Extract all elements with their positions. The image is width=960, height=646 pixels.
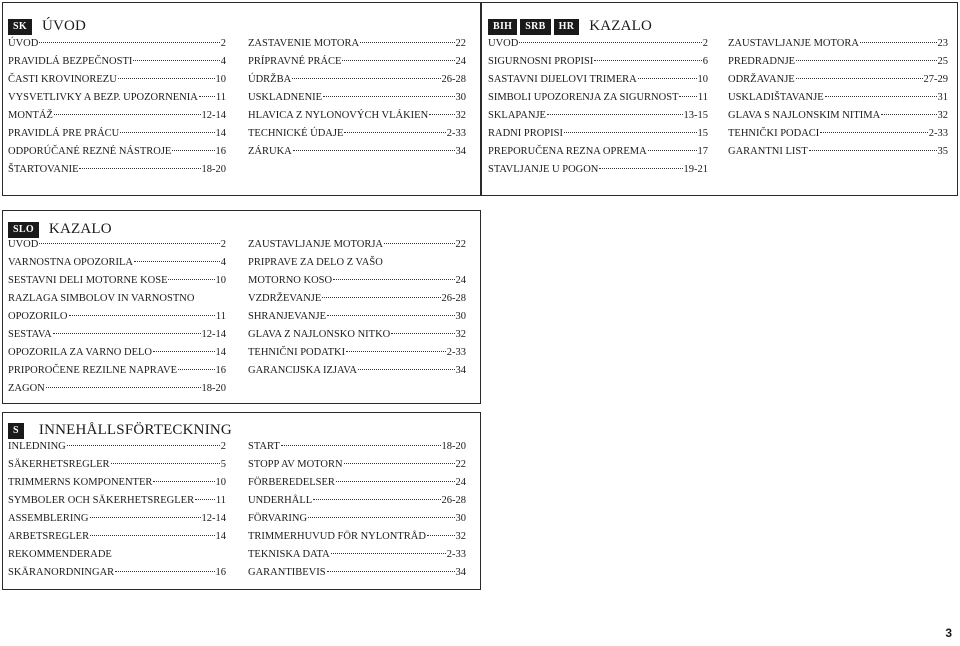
toc-entry-page: 12-14 — [201, 110, 226, 121]
toc-entry-label: FÖRBEREDELSER — [248, 477, 335, 488]
toc-entry-page: 35 — [937, 146, 948, 157]
toc-entry — [488, 56, 708, 74]
toc-entry — [8, 128, 226, 146]
toc-entry-label: INLEDNING — [8, 441, 66, 452]
toc-entry — [248, 239, 466, 257]
toc-entry — [728, 92, 948, 110]
toc-entry-page: 12-14 — [201, 329, 226, 340]
toc-entry-label: GLAVA S NAJLONSKIM NITIMA — [728, 110, 881, 121]
language-badge: HR — [554, 19, 580, 35]
s-header — [8, 422, 232, 439]
toc-entry-page: 27-29 — [923, 74, 948, 85]
toc-entry-page: 14 — [215, 531, 226, 542]
toc-entry — [8, 257, 226, 275]
toc-entry-label: UVOD — [8, 239, 39, 250]
toc-entry — [248, 531, 466, 549]
toc-entry — [8, 477, 226, 495]
dot-leader — [39, 243, 219, 244]
dot-leader — [342, 60, 454, 61]
dot-leader — [115, 571, 214, 572]
dot-leader — [820, 132, 927, 133]
toc-entry-page: 18-20 — [201, 383, 226, 394]
toc-entry-page: 16 — [215, 146, 226, 157]
toc-entry-page: 26-28 — [441, 495, 466, 506]
dot-leader — [39, 42, 219, 43]
toc-entry — [8, 459, 226, 477]
toc-entry-label: VZDRŽEVANJE — [248, 293, 322, 304]
toc-entry-page: 25 — [937, 56, 948, 67]
toc-entry-page: 22 — [455, 239, 466, 250]
toc-entry — [8, 383, 226, 401]
toc-entry — [8, 275, 226, 293]
toc-entry — [248, 293, 466, 311]
dot-leader — [599, 168, 682, 169]
toc-entry-label: ARBETSREGLER — [8, 531, 90, 542]
toc-entry — [248, 549, 466, 567]
toc-entry-page: 2-33 — [446, 128, 466, 139]
toc-entry-label: SKÄRANORDNINGAR — [8, 567, 115, 578]
language-badge: SLO — [8, 222, 39, 238]
toc-entry — [248, 459, 466, 477]
toc-entry — [728, 74, 948, 92]
dot-leader — [796, 78, 923, 79]
toc-entry-label: PREDRADNJE — [728, 56, 796, 67]
toc-entry — [248, 495, 466, 513]
toc-entry-page: 5 — [220, 459, 226, 470]
toc-entry — [8, 513, 226, 531]
toc-column — [488, 38, 708, 182]
toc-entry-label: MOTORNO KOSO — [248, 275, 333, 286]
dot-leader — [90, 517, 201, 518]
dot-leader — [429, 114, 454, 115]
toc-entry — [728, 146, 948, 164]
toc-entry-label: GARANTNI LIST — [728, 146, 808, 157]
toc-entry — [8, 146, 226, 164]
toc-entry-page: 23 — [937, 38, 948, 49]
toc-entry-label: SESTAVNI DELI MOTORNE KOSE — [8, 275, 168, 286]
toc-entry-label: SKLAPANJE — [488, 110, 546, 121]
dot-leader — [346, 351, 446, 352]
toc-entry-page: 32 — [937, 110, 948, 121]
toc-entry — [488, 38, 708, 56]
toc-entry — [8, 567, 226, 585]
dot-leader — [195, 499, 215, 500]
dot-leader — [178, 369, 215, 370]
toc-entry — [248, 311, 466, 329]
toc-entry-page: 24 — [455, 56, 466, 67]
dot-leader — [519, 42, 701, 43]
toc-entry-label: STAVLJANJE U POGON — [488, 164, 599, 175]
dot-leader — [67, 445, 220, 446]
language-badge: SRB — [520, 19, 550, 35]
toc-entry — [248, 347, 466, 365]
toc-entry-label: ZASTAVENIE MOTORA — [248, 38, 360, 49]
toc-entry-page: 34 — [455, 567, 466, 578]
dot-leader — [322, 297, 440, 298]
dot-leader — [648, 150, 697, 151]
dot-leader — [547, 114, 683, 115]
toc-column — [248, 38, 466, 164]
toc-entry-label: ASSEMBLERING — [8, 513, 89, 524]
toc-entry-page: 13-15 — [683, 110, 708, 121]
toc-entry-page: 30 — [455, 513, 466, 524]
dot-leader — [120, 132, 214, 133]
toc-entry-label: UNDERHÅLL — [248, 495, 313, 506]
toc-entry-label: SÄKERHETSREGLER — [8, 459, 110, 470]
toc-entry — [248, 56, 466, 74]
toc-entry-label: SIMBOLI UPOZORENJA ZA SIGURNOST — [488, 92, 679, 103]
toc-entry-page: 2-33 — [928, 128, 948, 139]
toc-entry-page: 10 — [215, 477, 226, 488]
toc-entry-page: 22 — [455, 459, 466, 470]
toc-entry-label: SHRANJEVANJE — [248, 311, 326, 322]
dot-leader — [336, 481, 455, 482]
toc-entry-label: PRIPOROČENE REZILNE NAPRAVE — [8, 365, 177, 376]
toc-entry-label: OPOZORILO — [8, 311, 68, 322]
toc-entry-label: TEHNIČKI PODACI — [728, 128, 820, 139]
toc-column — [8, 38, 226, 182]
toc-entry-label: VYSVETLIVKY A BEZP. UPOZORNENIA — [8, 92, 198, 103]
toc-entry-page: 32 — [455, 531, 466, 542]
dot-leader — [344, 463, 455, 464]
dot-leader — [90, 535, 214, 536]
toc-column — [248, 441, 466, 585]
page-number: 3 — [945, 626, 952, 640]
dot-leader — [168, 279, 214, 280]
dot-leader — [358, 369, 454, 370]
toc-entry — [488, 92, 708, 110]
toc-entry — [8, 92, 226, 110]
toc-entry-label: TEHNIČNI PODATKI — [248, 347, 346, 358]
toc-entry-label: ÚVOD — [8, 38, 39, 49]
toc-entry-page: 11 — [215, 92, 226, 103]
toc-entry-label: ZÁRUKA — [248, 146, 292, 157]
toc-column — [728, 38, 948, 164]
toc-entry-label: TRIMMERHUVUD FÖR NYLONTRÅD — [248, 531, 426, 542]
toc-entry-label: SIGURNOSNI PROPISI — [488, 56, 594, 67]
toc-entry-page: 14 — [215, 128, 226, 139]
toc-entry-page: 2-33 — [446, 549, 466, 560]
toc-entry — [248, 38, 466, 56]
toc-entry-page: 34 — [455, 146, 466, 157]
toc-entry — [8, 549, 226, 567]
toc-entry-page: 4 — [220, 257, 226, 268]
toc-entry-page: 30 — [455, 311, 466, 322]
dot-leader — [79, 168, 200, 169]
toc-entry — [8, 293, 226, 311]
section-title: KAZALO — [589, 18, 653, 34]
toc-entry-label: PRAVIDLÁ BEZPEČNOSTI — [8, 56, 133, 67]
section-title: KAZALO — [48, 221, 112, 237]
dot-leader — [293, 150, 455, 151]
toc-entry-label: USKLADIŠTAVANJE — [728, 92, 824, 103]
toc-entry-page: 18-20 — [441, 441, 466, 452]
dot-leader — [46, 387, 201, 388]
toc-entry — [728, 128, 948, 146]
toc-entry-page: 32 — [455, 329, 466, 340]
toc-column — [8, 239, 226, 401]
toc-entry-label: ÚDRŽBA — [248, 74, 292, 85]
toc-entry-label: ŠTARTOVANIE — [8, 164, 79, 175]
toc-entry-page: 11 — [215, 495, 226, 506]
toc-entry-label: OPOZORILA ZA VARNO DELO — [8, 347, 152, 358]
toc-entry — [488, 146, 708, 164]
toc-entry-page: 12-14 — [201, 513, 226, 524]
dot-leader — [638, 78, 697, 79]
toc-entry-label: REKOMMENDERADE — [8, 549, 112, 560]
dot-leader — [679, 96, 696, 97]
toc-entry-page: 16 — [215, 365, 226, 376]
toc-column — [248, 239, 466, 383]
toc-entry — [8, 365, 226, 383]
toc-entry-label: VARNOSTNA OPOZORILA — [8, 257, 133, 268]
dot-leader — [333, 279, 454, 280]
slo-header — [8, 221, 112, 238]
toc-entry-label: MONTÁŽ — [8, 110, 53, 121]
toc-entry — [8, 495, 226, 513]
toc-entry-label: PREPORUČENA REZNA OPREMA — [488, 146, 647, 157]
dot-leader — [860, 42, 937, 43]
dot-leader — [594, 60, 701, 61]
toc-entry-label: ZAUSTAVLJANJE MOTORJA — [248, 239, 383, 250]
dot-leader — [153, 351, 215, 352]
toc-entry — [8, 347, 226, 365]
toc-entry-page: 4 — [220, 56, 226, 67]
toc-entry — [248, 257, 466, 275]
toc-entry — [248, 92, 466, 110]
dot-leader — [796, 60, 936, 61]
toc-entry-page: 31 — [937, 92, 948, 103]
dot-leader — [118, 78, 215, 79]
toc-entry-label: SYMBOLER OCH SÄKERHETSREGLER — [8, 495, 195, 506]
toc-entry-label: PRÍPRAVNÉ PRÁCE — [248, 56, 342, 67]
toc-entry — [248, 513, 466, 531]
toc-entry-label: SESTAVA — [8, 329, 52, 340]
toc-column — [8, 441, 226, 585]
toc-entry-label: UVOD — [488, 38, 519, 49]
toc-entry — [8, 38, 226, 56]
toc-entry-page: 11 — [215, 311, 226, 322]
dot-leader — [134, 261, 220, 262]
toc-entry-page: 10 — [697, 74, 708, 85]
dot-leader — [69, 315, 215, 316]
toc-entry-label: USKLADNENIE — [248, 92, 323, 103]
toc-entry-label: ODRŽAVANJE — [728, 74, 795, 85]
toc-entry-page: 6 — [702, 56, 708, 67]
toc-entry-label: ZAGON — [8, 383, 45, 394]
toc-entry — [8, 56, 226, 74]
toc-entry-label: PRAVIDLÁ PRE PRÁCU — [8, 128, 120, 139]
toc-entry — [8, 110, 226, 128]
toc-entry-page: 22 — [455, 38, 466, 49]
toc-entry-label: PRIPRAVE ZA DELO Z VAŠO — [248, 257, 383, 268]
dot-leader — [281, 445, 441, 446]
dot-leader — [308, 517, 454, 518]
dot-leader — [323, 96, 454, 97]
language-badge: BIH — [488, 19, 517, 35]
toc-entry-page: 24 — [455, 275, 466, 286]
toc-entry-page: 19-21 — [683, 164, 708, 175]
toc-entry-page: 10 — [215, 74, 226, 85]
dot-leader — [331, 553, 446, 554]
toc-entry-label: TEKNISKA DATA — [248, 549, 330, 560]
toc-entry-page: 2 — [220, 38, 226, 49]
toc-entry — [8, 164, 226, 182]
dot-leader — [344, 132, 445, 133]
toc-entry-page: 18-20 — [201, 164, 226, 175]
toc-entry-label: ČASTI KROVINOREZU — [8, 74, 117, 85]
toc-entry-label: ZAUSTAVLJANJE MOTORA — [728, 38, 859, 49]
toc-entry-label: TECHNICKÉ ÚDAJE — [248, 128, 344, 139]
toc-entry-label: SASTAVNI DIJELOVI TRIMERA — [488, 74, 637, 85]
toc-entry — [8, 329, 226, 347]
dot-leader — [360, 42, 454, 43]
toc-entry-page: 34 — [455, 365, 466, 376]
toc-entry-page: 2 — [220, 239, 226, 250]
dot-leader — [809, 150, 937, 151]
toc-entry-label: FÖRVARING — [248, 513, 308, 524]
toc-entry — [248, 329, 466, 347]
dot-leader — [391, 333, 454, 334]
toc-entry — [248, 110, 466, 128]
toc-entry-page: 11 — [697, 92, 708, 103]
toc-entry-page: 2 — [702, 38, 708, 49]
dot-leader — [564, 132, 697, 133]
toc-entry-label: STOPP AV MOTORN — [248, 459, 343, 470]
toc-entry — [248, 146, 466, 164]
toc-entry-page: 30 — [455, 92, 466, 103]
toc-entry — [488, 110, 708, 128]
section-title: INNEHÅLLSFÖRTECKNING — [38, 422, 232, 438]
toc-entry-label: RAZLAGA SIMBOLOV IN VARNOSTNO — [8, 293, 195, 304]
section-title: ÚVOD — [41, 18, 87, 34]
toc-entry — [248, 567, 466, 585]
language-badge: S — [8, 423, 24, 439]
dot-leader — [199, 96, 215, 97]
dot-leader — [881, 114, 936, 115]
toc-entry — [248, 275, 466, 293]
toc-entry — [728, 110, 948, 128]
language-badge: SK — [8, 19, 32, 35]
toc-entry-page: 26-28 — [441, 74, 466, 85]
toc-entry-page: 15 — [697, 128, 708, 139]
toc-entry — [8, 311, 226, 329]
dot-leader — [313, 499, 440, 500]
dot-leader — [825, 96, 937, 97]
toc-entry — [248, 365, 466, 383]
toc-entry-page: 24 — [455, 477, 466, 488]
toc-entry — [248, 74, 466, 92]
toc-entry-label: START — [248, 441, 280, 452]
dot-leader — [54, 114, 201, 115]
toc-entry-label: GARANTIBEVIS — [248, 567, 326, 578]
toc-entry-label: ODPORÚČANÉ REZNÉ NÁSTROJE — [8, 146, 172, 157]
dot-leader — [133, 60, 219, 61]
toc-entry — [488, 164, 708, 182]
toc-entry — [248, 128, 466, 146]
toc-entry — [8, 74, 226, 92]
toc-entry-label: TRIMMERNS KOMPONENTER — [8, 477, 153, 488]
dot-leader — [172, 150, 214, 151]
toc-entry-label: GARANCIJSKA IZJAVA — [248, 365, 358, 376]
toc-entry-page: 26-28 — [441, 293, 466, 304]
dot-leader — [153, 481, 214, 482]
toc-entry — [8, 531, 226, 549]
toc-entry-page: 2-33 — [446, 347, 466, 358]
sk-header — [8, 18, 86, 35]
toc-entry — [488, 128, 708, 146]
toc-entry — [488, 74, 708, 92]
dot-leader — [427, 535, 455, 536]
toc-entry-page: 17 — [697, 146, 708, 157]
bih-header — [488, 18, 652, 35]
toc-entry-page: 2 — [220, 441, 226, 452]
toc-entry-page: 32 — [455, 110, 466, 121]
toc-entry — [728, 38, 948, 56]
dot-leader — [292, 78, 440, 79]
toc-entry — [248, 441, 466, 459]
toc-entry-page: 10 — [215, 275, 226, 286]
toc-entry — [248, 477, 466, 495]
toc-entry-label: GLAVA Z NAJLONSKO NITKO — [248, 329, 391, 340]
toc-entry — [8, 239, 226, 257]
dot-leader — [53, 333, 201, 334]
dot-leader — [327, 315, 455, 316]
toc-entry-page: 16 — [215, 567, 226, 578]
dot-leader — [327, 571, 455, 572]
dot-leader — [384, 243, 455, 244]
toc-entry-page: 14 — [215, 347, 226, 358]
toc-entry-label: HLAVICA Z NYLONOVÝCH VLÁKIEN — [248, 110, 429, 121]
toc-entry — [8, 441, 226, 459]
toc-entry — [728, 56, 948, 74]
toc-entry-label: RADNI PROPISI — [488, 128, 563, 139]
dot-leader — [111, 463, 220, 464]
